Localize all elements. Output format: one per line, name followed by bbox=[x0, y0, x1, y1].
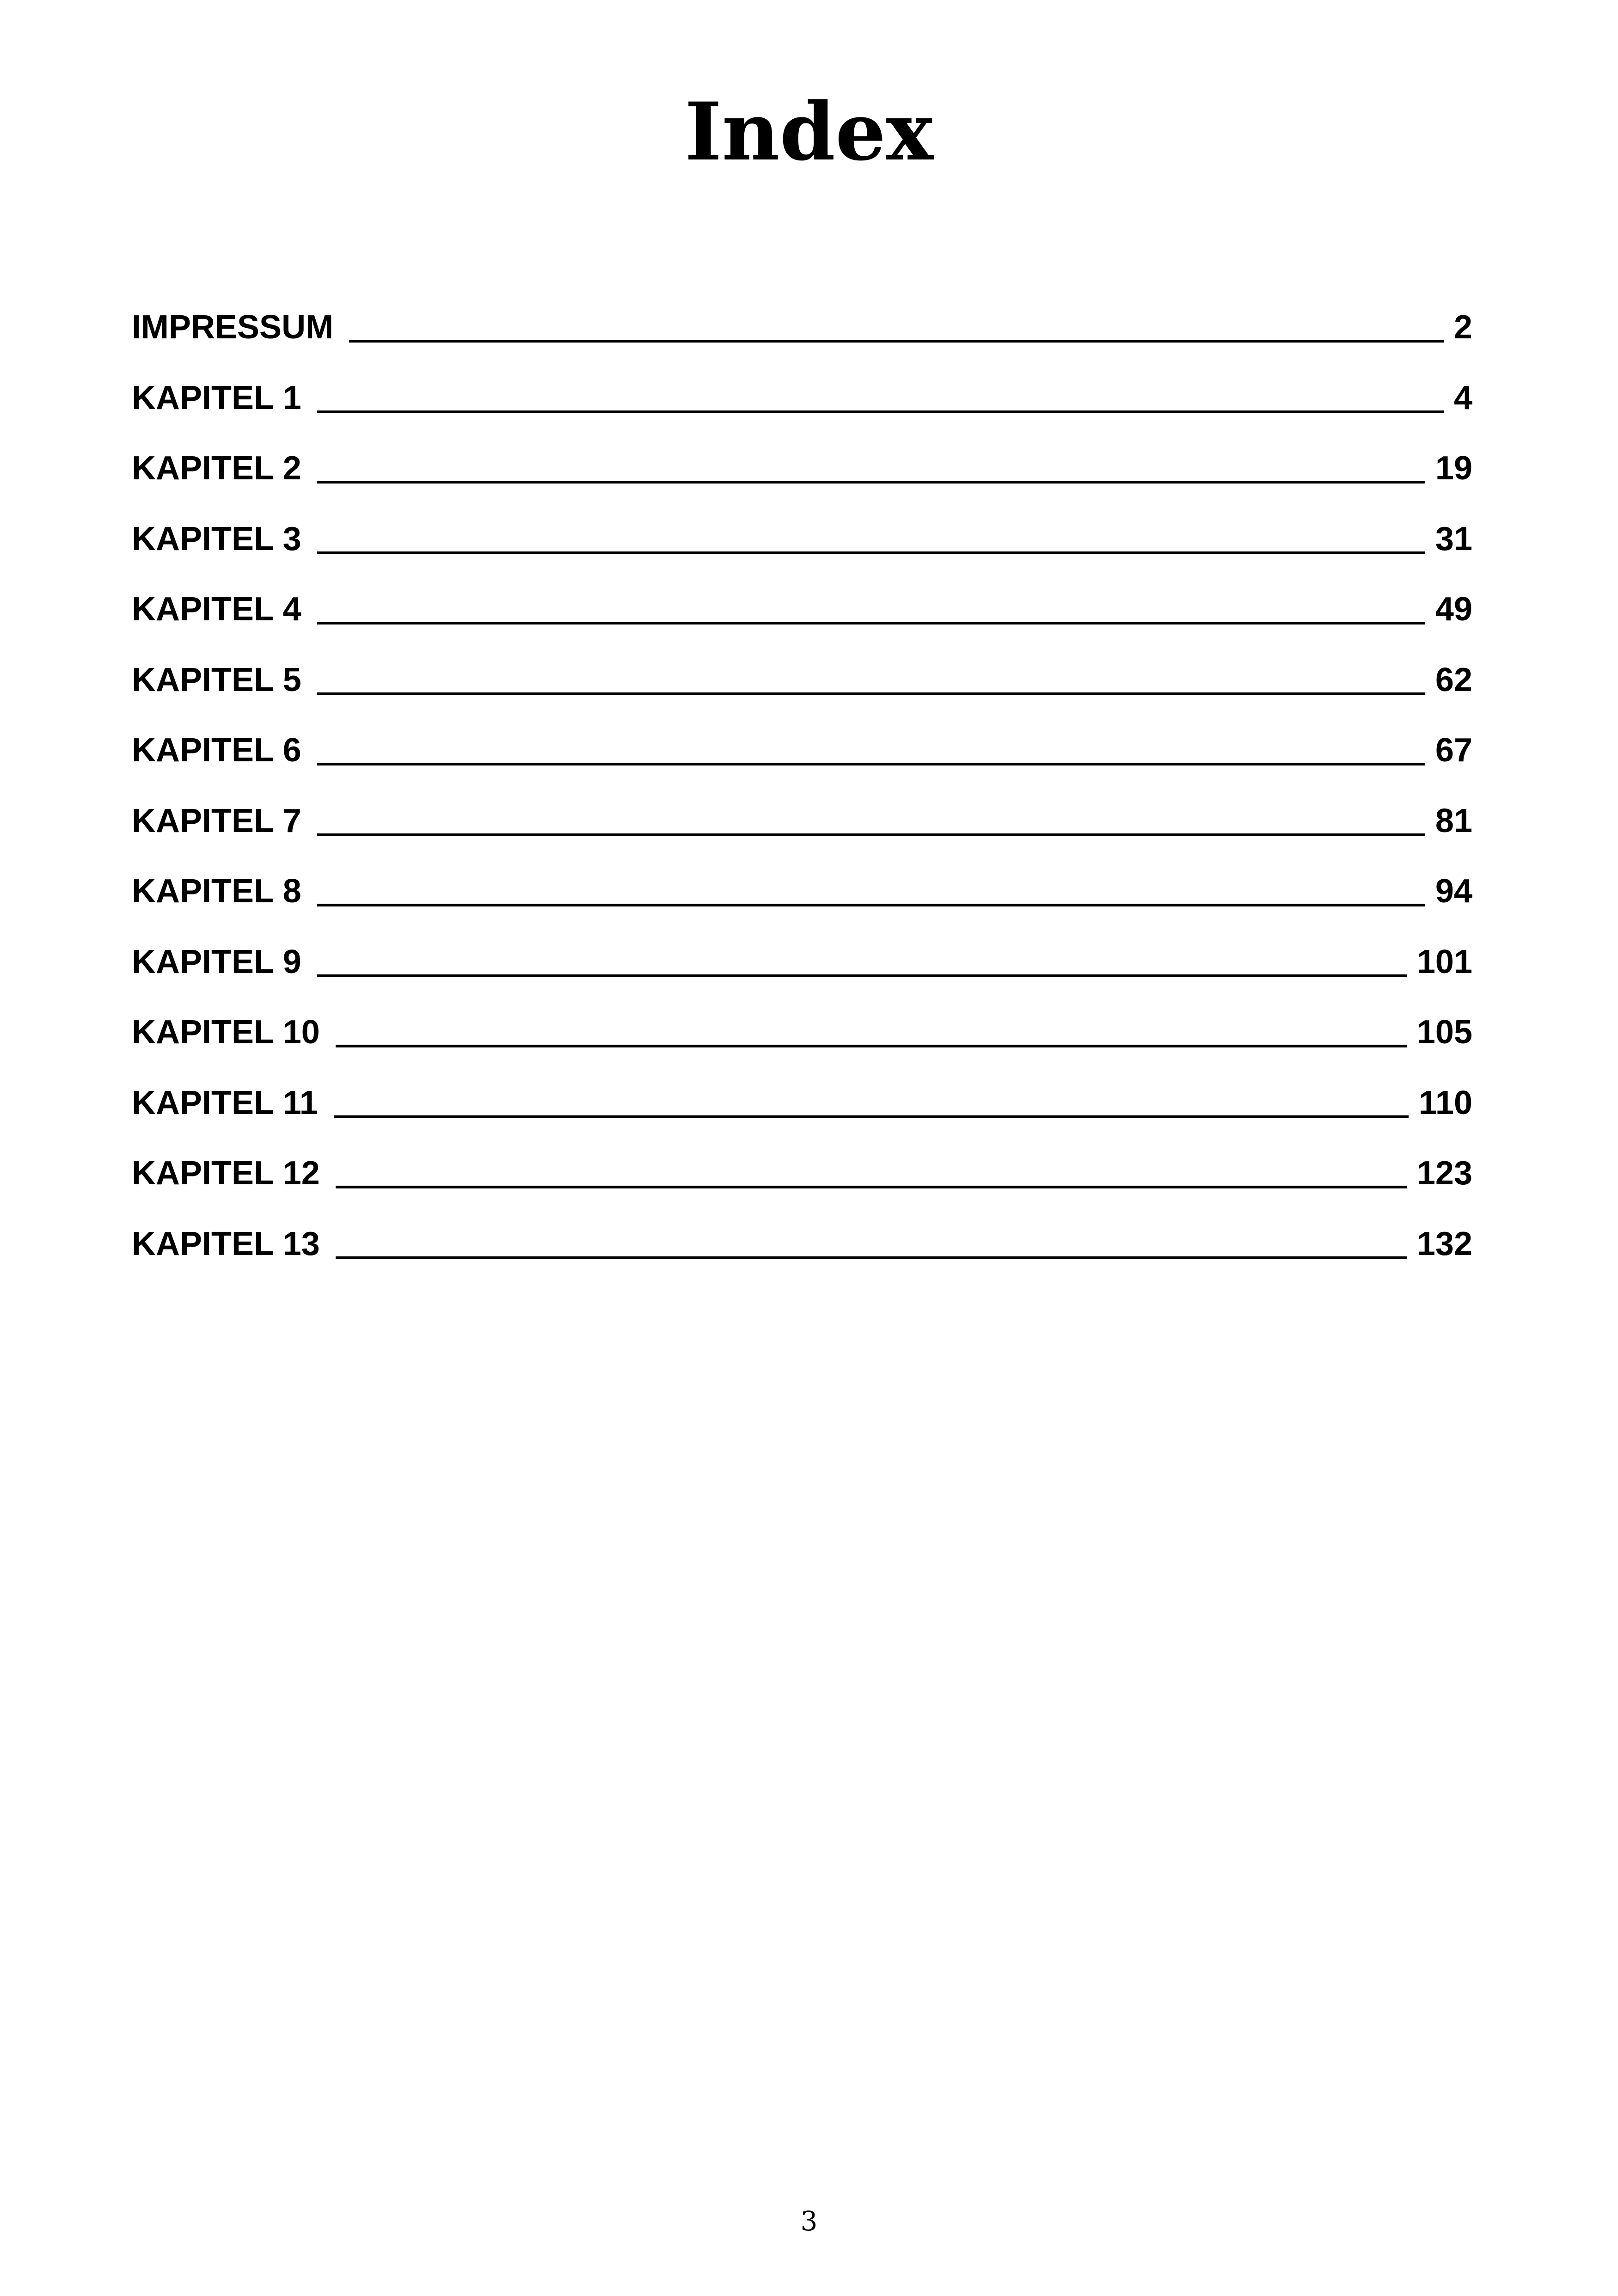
toc-entry-kapitel-10[interactable] bbox=[132, 997, 1472, 1068]
toc-entry-label: KAPITEL 5 bbox=[132, 661, 301, 698]
toc-entry-page: 94 bbox=[1435, 873, 1472, 910]
toc-entry-kapitel-9[interactable] bbox=[132, 927, 1472, 998]
toc-entry-page: 49 bbox=[1435, 591, 1472, 628]
toc-leader-line bbox=[317, 735, 1425, 765]
toc-leader-line bbox=[336, 1017, 1407, 1047]
toc-entry-page: 19 bbox=[1435, 450, 1472, 487]
toc-leader-line bbox=[336, 1229, 1407, 1259]
toc-entry-kapitel-2[interactable] bbox=[132, 433, 1472, 504]
toc-entry-kapitel-6[interactable] bbox=[132, 715, 1472, 786]
toc-entry-label: KAPITEL 13 bbox=[132, 1225, 320, 1262]
toc-entry-page: 81 bbox=[1435, 802, 1472, 839]
toc-entry-page: 4 bbox=[1453, 379, 1472, 416]
toc-entry-label: KAPITEL 3 bbox=[132, 520, 301, 557]
toc-entry-kapitel-8[interactable] bbox=[132, 856, 1472, 927]
toc-entry-label: KAPITEL 12 bbox=[132, 1155, 320, 1192]
toc-entry-label: KAPITEL 11 bbox=[132, 1084, 318, 1121]
toc-leader-line bbox=[317, 665, 1425, 695]
toc-entry-kapitel-13[interactable] bbox=[132, 1209, 1472, 1280]
toc-entry-kapitel-1[interactable] bbox=[132, 363, 1472, 434]
toc-entry-kapitel-4[interactable] bbox=[132, 574, 1472, 645]
toc-leader-line bbox=[349, 312, 1444, 343]
toc-leader-line bbox=[334, 1088, 1409, 1118]
toc-leader-line bbox=[317, 594, 1425, 625]
toc-entry-kapitel-11[interactable] bbox=[132, 1068, 1472, 1139]
toc-entry-label: KAPITEL 9 bbox=[132, 943, 301, 980]
toc-leader-line bbox=[317, 806, 1425, 836]
toc-leader-line bbox=[317, 453, 1425, 484]
toc-leader-line bbox=[317, 524, 1425, 554]
toc-entry-kapitel-7[interactable] bbox=[132, 786, 1472, 857]
page-title: Index bbox=[685, 85, 933, 178]
toc-leader-line bbox=[317, 383, 1444, 413]
toc-leader-line bbox=[317, 947, 1407, 977]
toc-entry-impressum[interactable] bbox=[132, 292, 1472, 363]
toc-entry-label: KAPITEL 4 bbox=[132, 591, 301, 628]
toc-entry-label: KAPITEL 2 bbox=[132, 450, 301, 487]
toc-entry-label: KAPITEL 10 bbox=[132, 1014, 320, 1051]
toc-entry-label: KAPITEL 7 bbox=[132, 802, 301, 839]
toc-entry-page: 132 bbox=[1416, 1225, 1472, 1262]
toc-entry-label: IMPRESSUM bbox=[132, 309, 334, 346]
toc-entry-kapitel-5[interactable] bbox=[132, 645, 1472, 716]
toc-entry-label: KAPITEL 1 bbox=[132, 379, 301, 416]
toc-entry-page: 67 bbox=[1435, 732, 1472, 769]
toc-entry-page: 2 bbox=[1453, 309, 1472, 346]
page-number: 3 bbox=[800, 2205, 818, 2237]
table-of-contents bbox=[132, 292, 1472, 1279]
toc-leader-line bbox=[336, 1158, 1407, 1188]
toc-entry-page: 62 bbox=[1435, 661, 1472, 698]
toc-entry-page: 123 bbox=[1416, 1155, 1472, 1192]
toc-leader-line bbox=[317, 876, 1425, 906]
toc-entry-label: KAPITEL 6 bbox=[132, 732, 301, 769]
toc-entry-label: KAPITEL 8 bbox=[132, 873, 301, 910]
toc-entry-kapitel-3[interactable] bbox=[132, 504, 1472, 575]
toc-entry-page: 105 bbox=[1416, 1014, 1472, 1051]
toc-entry-page: 101 bbox=[1416, 943, 1472, 980]
toc-entry-page: 31 bbox=[1435, 520, 1472, 557]
toc-entry-page: 110 bbox=[1418, 1084, 1472, 1121]
toc-entry-kapitel-12[interactable] bbox=[132, 1138, 1472, 1209]
